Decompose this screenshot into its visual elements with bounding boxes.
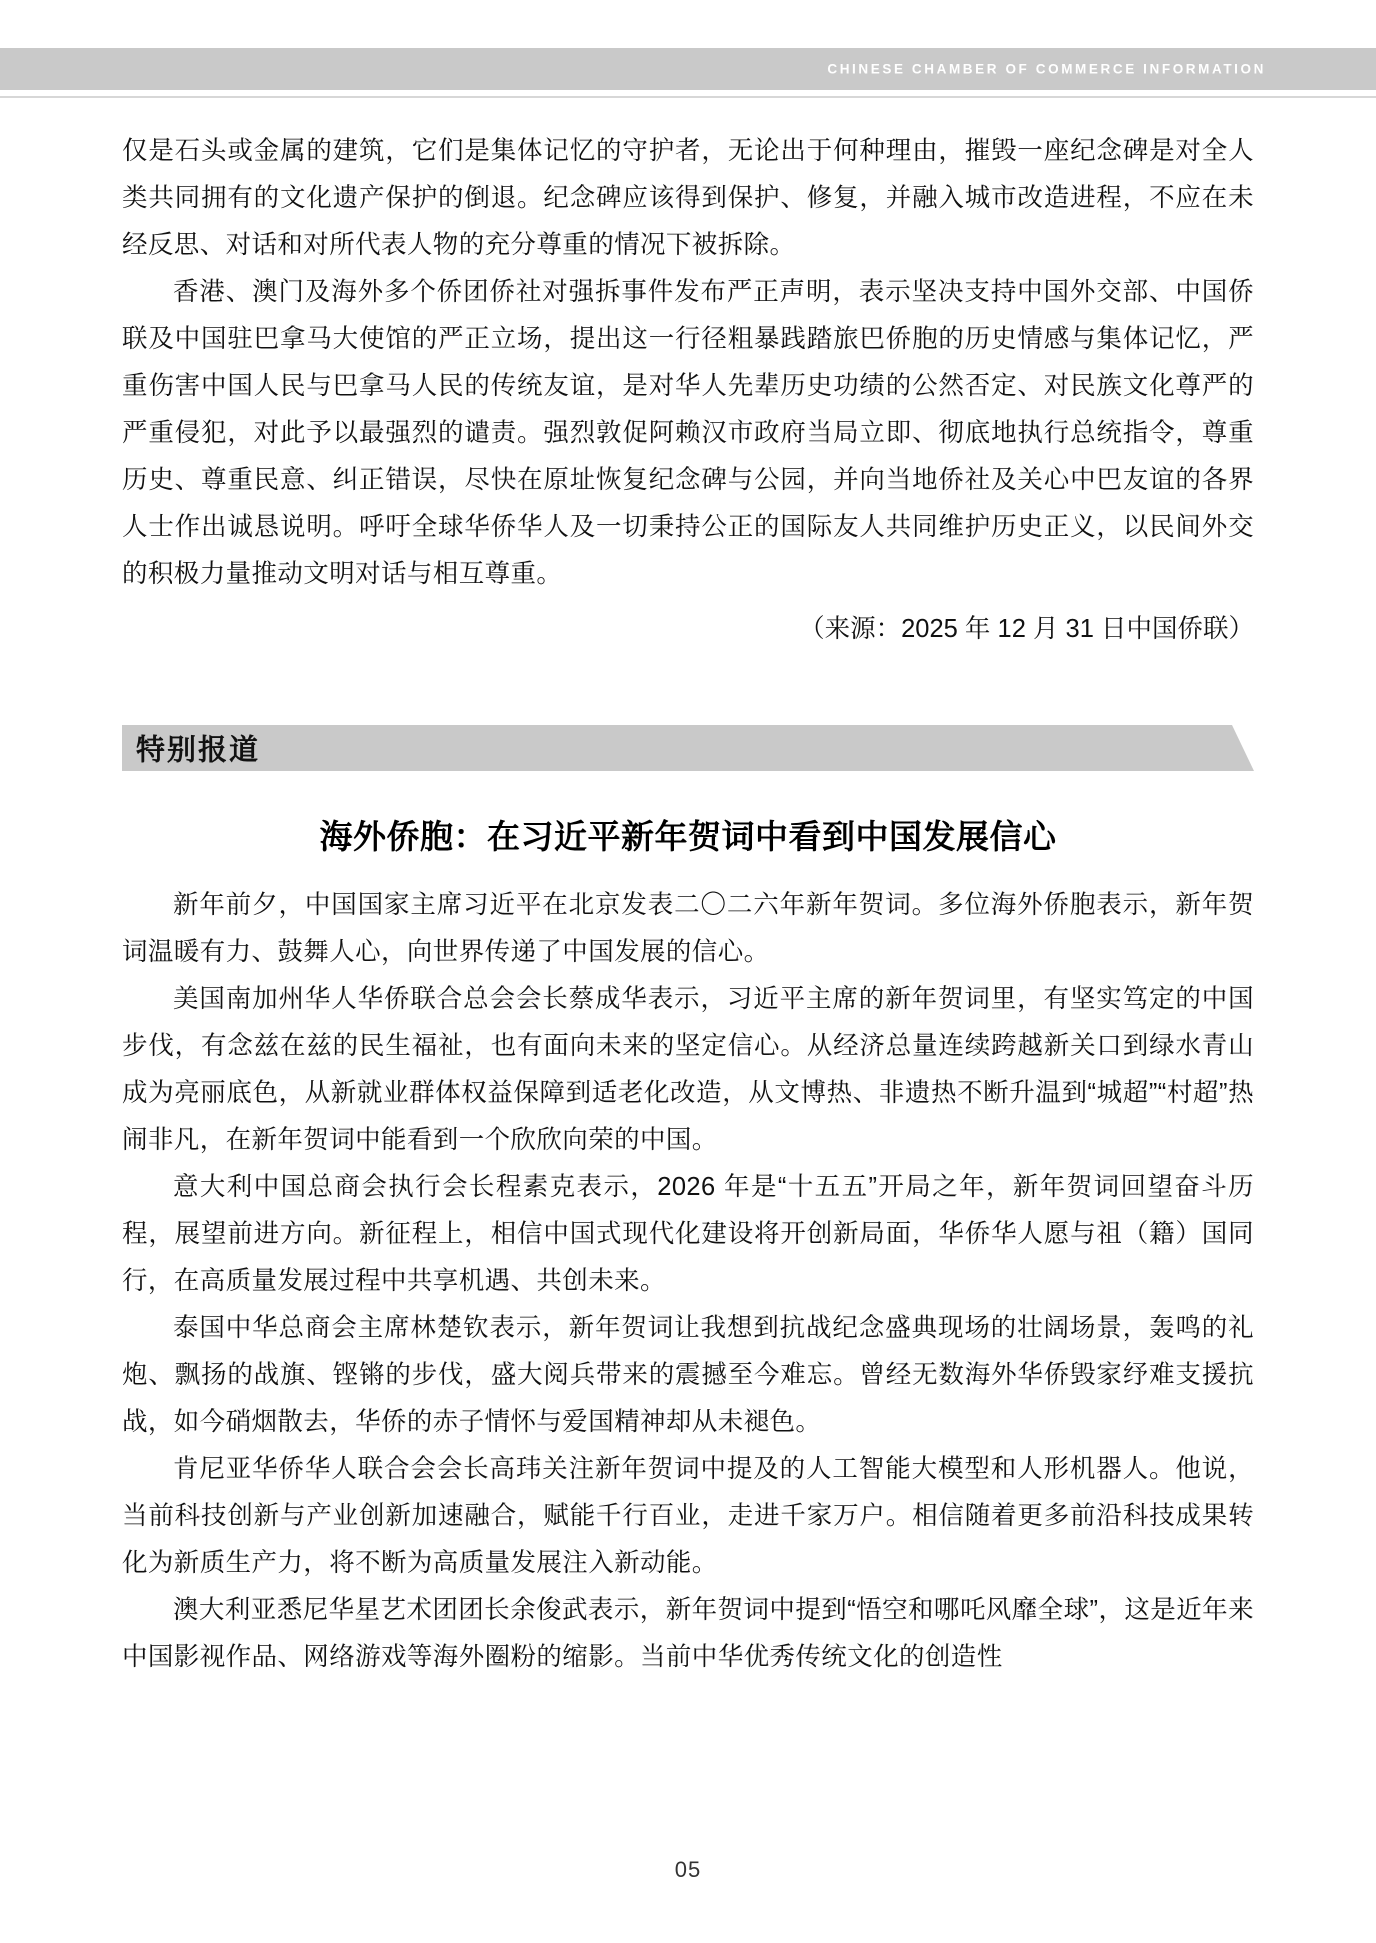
paragraph-continued-2: 香港、澳门及海外多个侨团侨社对强拆事件发布严正声明，表示坚决支持中国外交部、中国侨联及中国驻巴拿马大使馆的严正立场，提出这一行径粗暴践踏旅巴侨胞的历史情感与集体记忆，严重伤害中国人民与巴拿马人民的传统友谊，是对华人先辈历史功绩的公然否定、对民族文化尊严的严重侵犯，对此予以最强烈的谴责。强烈敦促阿赖汉市政府当局立即、彻底地执行总统指令，尊重历史、尊重民意、纠正错误，尽快在原址恢复纪念碑与公园，并向当地侨社及关心中巴友谊的各界人士作出诚恳说明。呼吁全球华侨华人及一切秉持公正的国际友人共同维护历史正义，以民间外交的积极力量推动文明对话与相互尊重。 (122, 278, 1254, 588)
article-paragraph-2: 美国南加州华人华侨联合总会会长蔡成华表示，习近平主席的新年贺词里，有坚实笃定的中国步伐，有念兹在兹的民生福祉，也有面向未来的坚定信心。从经济总量连续跨越新关口到绿水青山成为亮丽底色，从新就业群体权益保障到适老化改造，从文博热、非遗热不断升温到“城超”“村超”热闹非凡，在新年贺词中能看到一个欣欣向荣的中国。 (122, 985, 1254, 1154)
article-paragraph-1: 新年前夕，中国国家主席习近平在北京发表二〇二六年新年贺词。多位海外侨胞表示，新年贺词温暖有力、鼓舞人心，向世界传递了中国发展的信心。 (122, 891, 1254, 966)
page-header-band (0, 48, 1376, 90)
page-number: 05 (674, 1857, 702, 1882)
article-paragraph-6: 澳大利亚悉尼华星艺术团团长余俊武表示，新年贺词中提到“悟空和哪吒风靡全球”，这是近年来中国影视作品、网络游戏等海外圈粉的缩影。当前中华优秀传统文化的创造性 (122, 1596, 1254, 1671)
paragraph-continued-1: 仅是石头或金属的建筑，它们是集体记忆的守护者，无论出于何种理由，摧毁一座纪念碑是对全人类共同拥有的文化遗产保护的倒退。纪念碑应该得到保护、修复，并融入城市改造进程，不应在未经反思、对话和对所代表人物的充分尊重的情况下被拆除。 (122, 137, 1254, 259)
article-title: 海外侨胞：在习近平新年贺词中看到中国发展信心 (319, 817, 1057, 856)
section-banner-shape (122, 725, 1254, 771)
header-divider-rule (0, 96, 1376, 98)
section-banner (122, 725, 1254, 771)
article-paragraph-3: 意大利中国总商会执行会长程素克表示，2026 年是“十五五”开局之年，新年贺词回望奋斗历程，展望前进方向。新征程上，相信中国式现代化建设将开创新局面，华侨华人愿与祖（籍）国同行，在高质量发展过程中共享机遇、共创未来。 (122, 1173, 1254, 1295)
page-content (122, 128, 1254, 1681)
article-paragraph-4: 泰国中华总商会主席林楚钦表示，新年贺词让我想到抗战纪念盛典现场的壮阔场景，轰鸣的礼炮、飘扬的战旗、铿锵的步伐，盛大阅兵带来的震撼至今难忘。曾经无数海外华侨毁家纾难支援抗战，如今硝烟散去，华侨的赤子情怀与爱国精神却从未褪色。 (122, 1314, 1254, 1436)
source-attribution: （来源：2025 年 12 月 31 日中国侨联） (799, 615, 1254, 643)
running-header-title: CHINESE CHAMBER OF COMMERCE INFORMATION (827, 61, 1266, 77)
article-paragraph-5: 肯尼亚华侨华人联合会会长高玮关注新年贺词中提及的人工智能大模型和人形机器人。他说，当前科技创新与产业创新加速融合，赋能千行百业，走进千家万户。相信随着更多前沿科技成果转化为新质生产力，将不断为高质量发展注入新动能。 (122, 1455, 1254, 1577)
section-banner-label: 特别报道 (136, 732, 261, 767)
